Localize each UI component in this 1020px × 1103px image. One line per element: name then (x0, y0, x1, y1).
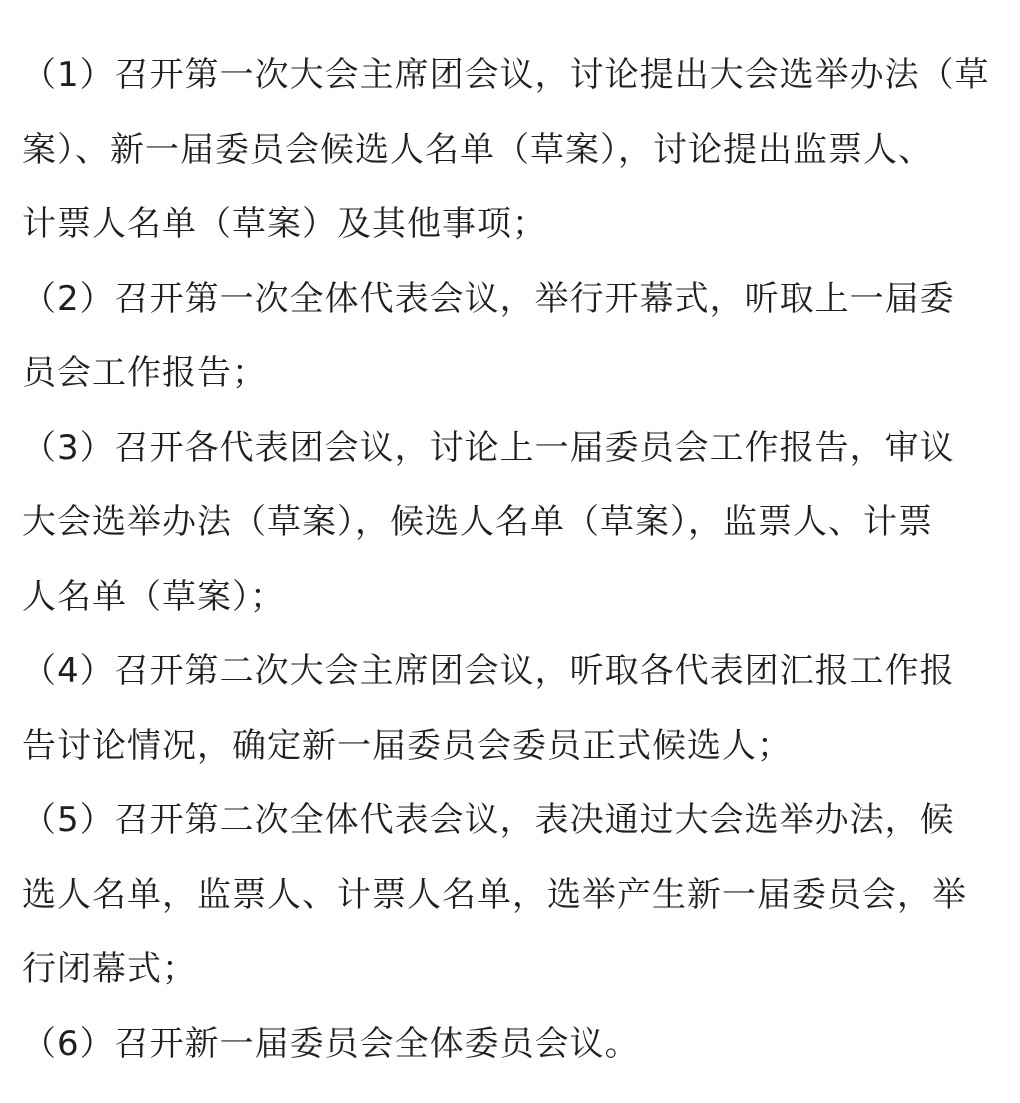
text-line: （2）召开第一次全体代表会议，举行开幕式，听取上一届委 (22, 278, 955, 319)
text-line: （1）召开第一次大会主席团会议，讨论提出大会选举办法（草 (22, 55, 990, 95)
text-line: （4）召开第二次大会主席团会议，听取各代表团汇报工作报 (22, 651, 955, 691)
text-line: 大会选举办法（草案），候选人名单（草案），监票人、计票 (22, 502, 933, 542)
text-line: 人名单（草案）； (22, 576, 285, 617)
agenda-item-2 (22, 262, 998, 411)
text-line: 选人名单，监票人、计票人名单，选举产生新一届委员会，举 (22, 874, 967, 915)
text-line: （6）召开新一届委员会全体委员会议。 (22, 1023, 640, 1064)
text-line: （5）召开第二次全体代表会议，表决通过大会选举办法，候 (22, 800, 955, 840)
agenda-item-5 (22, 783, 998, 1007)
text-line: （3）召开各代表团会议，讨论上一届委员会工作报告，审议 (22, 427, 955, 468)
text-line: 行闭幕式； (22, 949, 197, 989)
text-line: 案）、新一届委员会候选人名单（草案），讨论提出监票人、 (22, 129, 933, 170)
agenda-item-4 (22, 634, 998, 783)
agenda-item-6 (22, 1007, 998, 1082)
agenda-item-1 (22, 38, 998, 262)
text-line: 计票人名单（草案）及其他事项； (22, 204, 547, 244)
text-line: 员会工作报告； (22, 353, 267, 393)
text-line: 告讨论情况，确定新一届委员会委员正式候选人； (22, 725, 792, 766)
agenda-item-3 (22, 411, 998, 635)
